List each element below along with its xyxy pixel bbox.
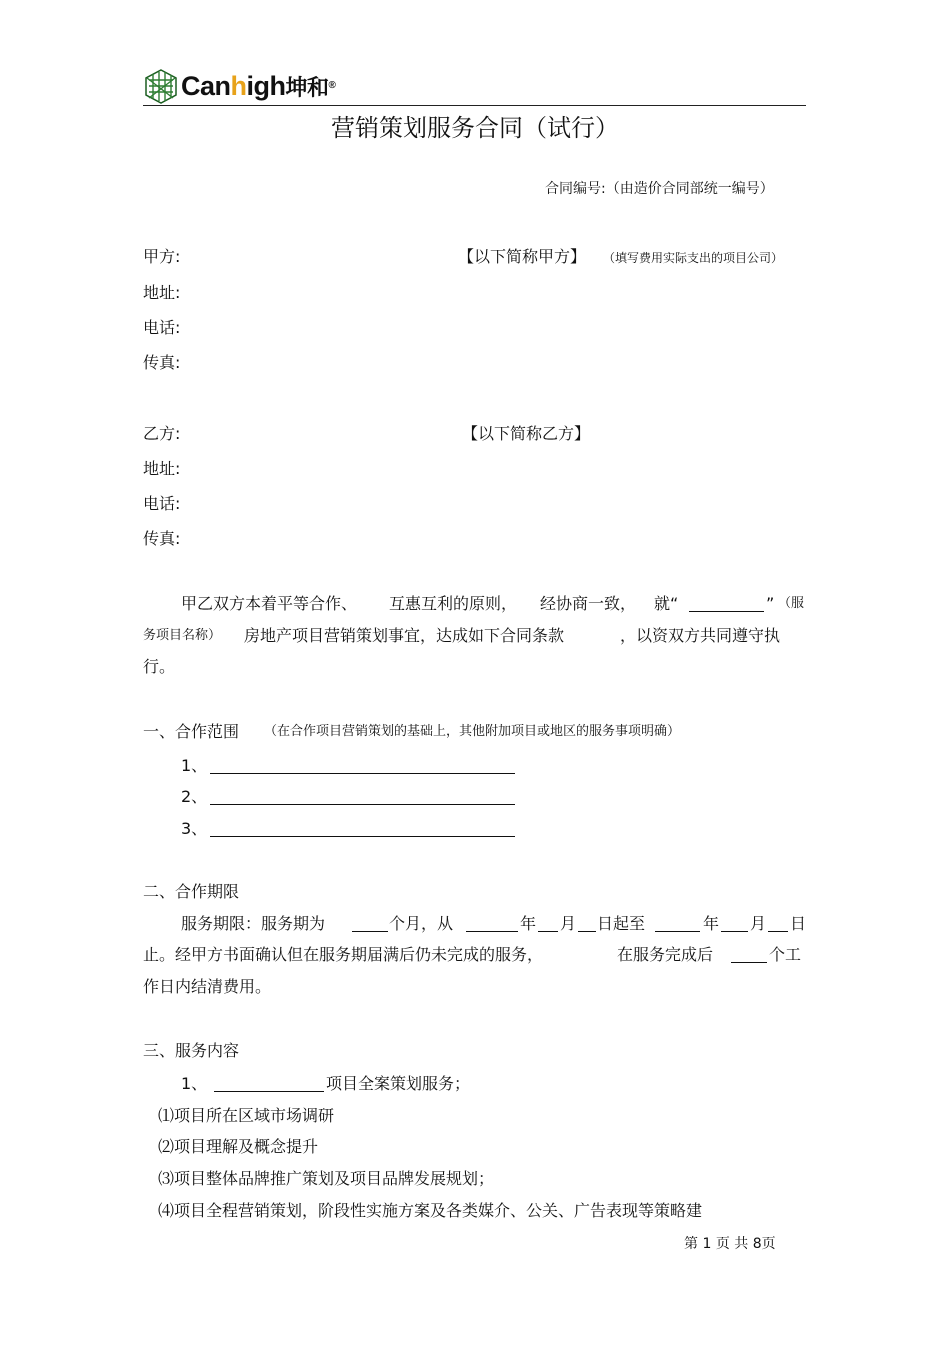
term-line2-c: 个工 <box>769 945 802 964</box>
page-number-footer <box>684 1234 776 1254</box>
page-suffix: 页 <box>761 1236 776 1252</box>
logo-word-can: Can <box>181 71 231 101</box>
term-end-month-blank <box>721 915 748 932</box>
company-logo <box>143 68 348 104</box>
term-line1-a: 服务期限：服务期为 <box>181 914 326 933</box>
page-mid: 页 共 <box>715 1236 749 1252</box>
preamble-line1-d: 就“ <box>654 594 679 613</box>
term-start-month-blank <box>538 915 558 932</box>
party-a-label: 甲方: <box>143 247 181 266</box>
scope-item-2-number: 2、 <box>181 787 208 806</box>
service-sub-item-2: ⑵项目理解及概念提升 <box>158 1137 319 1156</box>
scope-item-3-number: 3、 <box>181 819 208 838</box>
preamble-line2-a: 房地产项目营销策划事宜，达成如下合同条款 <box>244 626 565 645</box>
logo-word-h: h <box>230 71 247 101</box>
term-months-blank <box>352 915 388 932</box>
page-prefix: 第 <box>684 1236 698 1252</box>
section3-heading: 三、服务内容 <box>143 1041 240 1060</box>
party-a-note: （填写费用实际支出的项目公司） <box>603 251 784 265</box>
logo-word-igh: igh <box>246 71 286 101</box>
scope-item-3-blank <box>210 820 515 837</box>
term-line2-b: 在服务完成后 <box>617 945 714 964</box>
party-b-label: 乙方: <box>143 424 181 443</box>
preamble-note-part2: 务项目名称） <box>143 628 222 643</box>
term-start-day-blank <box>578 915 596 932</box>
preamble-line1-b: 互惠互利的原则， <box>389 594 518 613</box>
preamble-line3: 行。 <box>143 657 176 676</box>
logo-word-cn: 坤和 <box>285 76 329 101</box>
term-settle-days-blank <box>731 946 767 963</box>
party-b-phone-label: 电话: <box>143 494 181 513</box>
preamble-line1-a: 甲乙双方本着平等合作、 <box>181 594 358 613</box>
header-rule <box>143 105 806 106</box>
term-line3: 作日内结清费用。 <box>143 977 272 996</box>
section1-heading: 一、合作范围 <box>143 722 240 741</box>
service-item-1-blank <box>214 1075 324 1092</box>
logo-cube-icon <box>143 68 179 104</box>
section1-note: （在合作项目营销策划的基础上，其他附加项目或地区的服务事项明确） <box>264 724 681 739</box>
term-line1-h: 日 <box>790 914 807 933</box>
preamble-line1-c: 经协商一致， <box>540 594 637 613</box>
term-line1-f: 年 <box>703 914 720 933</box>
document-title: 营销策划服务合同（试行） <box>331 114 619 142</box>
scope-item-1-blank <box>210 757 515 774</box>
term-end-day-blank <box>768 915 788 932</box>
scope-item-1-number: 1、 <box>181 756 208 775</box>
service-item-1-text: 项目全案策划服务； <box>326 1074 471 1093</box>
section2-heading: 二、合作期限 <box>143 882 240 901</box>
logo-registered-mark: ® <box>328 80 336 91</box>
term-line1-d: 月 <box>560 914 577 933</box>
page-total: 8 <box>752 1236 762 1252</box>
preamble-line2-b: ，以资双方共同遵守执 <box>620 626 781 645</box>
term-line1-b: 个月，从 <box>389 914 454 933</box>
service-name-blank <box>689 595 764 612</box>
party-a-fax-label: 传真: <box>143 353 181 372</box>
party-a-abbrev: 【以下简称甲方】 <box>458 247 587 266</box>
contract-number: 合同编号:（由造价合同部统一编号） <box>545 181 774 197</box>
preamble-line1-e: ” <box>766 594 775 613</box>
service-item-1-number: 1、 <box>181 1074 208 1093</box>
scope-item-2-blank <box>210 788 515 805</box>
preamble-note-part1: （服 <box>778 596 805 611</box>
term-end-year-blank <box>655 915 700 932</box>
party-b-fax-label: 传真: <box>143 529 181 548</box>
party-b-abbrev: 【以下简称乙方】 <box>462 424 591 443</box>
party-a-address-label: 地址: <box>143 283 181 302</box>
term-start-year-blank <box>466 915 518 932</box>
service-sub-item-1: ⑴项目所在区域市场调研 <box>158 1106 335 1125</box>
page-current: 1 <box>702 1236 712 1252</box>
party-b-address-label: 地址: <box>143 459 181 478</box>
term-line2-a: 止。经甲方书面确认但在服务期届满后仍未完成的服务， <box>143 945 544 964</box>
service-sub-item-3: ⑶项目整体品牌推广策划及项目品牌发展规划； <box>158 1169 495 1188</box>
party-a-phone-label: 电话: <box>143 318 181 337</box>
service-sub-item-4: ⑷项目全程营销策划，阶段性实施方案及各类媒介、公关、广告表现等策略建 <box>158 1201 703 1220</box>
term-line1-g: 月 <box>750 914 767 933</box>
term-line1-c: 年 <box>520 914 537 933</box>
term-line1-e: 日起至 <box>597 914 646 933</box>
